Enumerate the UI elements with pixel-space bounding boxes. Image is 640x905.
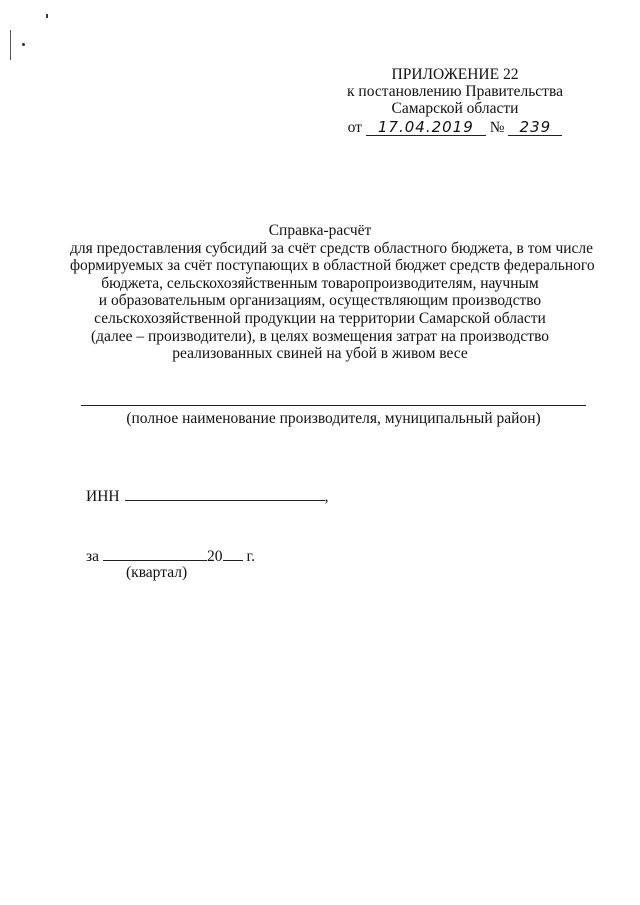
number-label: №: [489, 119, 505, 136]
appendix-date-number-line: [330, 119, 580, 136]
year-field[interactable]: [223, 546, 243, 561]
title-line: бюджета, сельскохозяйственным товаропроизводителям, научным: [101, 274, 539, 292]
inn-row: [86, 486, 328, 506]
from-label: от: [347, 119, 362, 136]
document-title-block: [70, 222, 595, 363]
title-line: и образовательным организациям, осуществляющим производство: [98, 292, 542, 310]
producer-name-caption: (полное наименование производителя, муниципальный район): [126, 410, 541, 427]
period-row: [86, 546, 255, 566]
inn-field[interactable]: [125, 486, 325, 501]
quarter-caption: (квартал): [126, 564, 188, 581]
appendix-header: [330, 66, 580, 136]
inn-label: ИНН: [86, 488, 120, 505]
handwritten-date: 17.04.2019: [366, 120, 486, 136]
title-line: реализованных свиней на убой в живом весе: [172, 345, 468, 363]
scan-edge-mark: [10, 30, 11, 60]
appendix-region-line: Самарской области: [391, 100, 519, 117]
title-line: (далее – производители), в целях возмещения затрат на производство: [90, 327, 550, 345]
inn-trailing-comma: ,: [324, 488, 329, 505]
title-line: формируемых за счёт поступающих в областной бюджет средств федерального: [70, 257, 595, 275]
title-line: сельскохозяйственной продукции на территории Самарской области: [94, 309, 546, 327]
handwritten-number: 239: [508, 120, 562, 136]
title-line: для предоставления субсидий за счёт средств областного бюджета, в том числе: [70, 239, 594, 257]
quarter-field[interactable]: [103, 546, 207, 561]
title-line: Справка-расчёт: [268, 222, 372, 239]
producer-name-field[interactable]: [81, 405, 586, 406]
year-suffix: г.: [246, 548, 255, 565]
appendix-resolution-line: к постановлению Правительства: [347, 83, 563, 100]
year-prefix: 20: [207, 548, 223, 565]
appendix-title: ПРИЛОЖЕНИЕ 22: [391, 66, 519, 83]
period-prefix: за: [86, 548, 100, 565]
scan-artifact: [22, 43, 25, 46]
scan-artifact: [46, 14, 48, 18]
